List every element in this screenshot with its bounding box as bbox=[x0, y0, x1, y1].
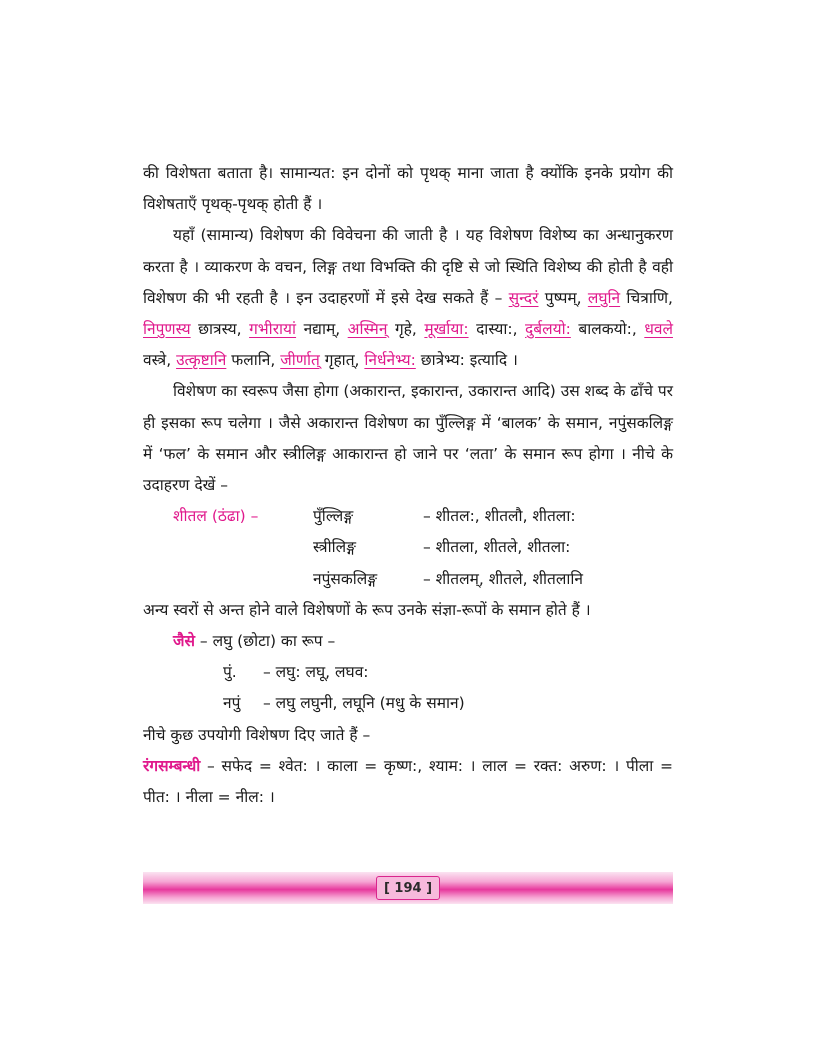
gender-label: पुँल्लिङ्ग bbox=[313, 507, 354, 526]
paragraph-4: अन्य स्वरों से अन्त होने वाले विशेषणों के रूप उनके संज्ञा-रूपों के समान होते हैं । bbox=[143, 600, 591, 619]
sheetal-table bbox=[143, 501, 673, 595]
example-adjective: लघुनि bbox=[587, 288, 621, 307]
example-adjective: उत्कृष्टानि bbox=[176, 351, 227, 370]
example-noun: पुष्पम्, bbox=[538, 288, 588, 307]
paragraph-2-intro: यहाँ (सामान्य) विशेषण की विवेचना की जाती है । यह विशेषण विशेष्य का अन्धानुकरण करता है । व्याकरण के वचन, लिङ्ग तथा विभक्ति की दृष्टि से जो स्थिति विशेष्य की होती है वही विशेषण की भी रहती है । इन उदाहरणों में इसे देख सकते हैं – bbox=[143, 226, 673, 307]
example-noun: चित्राणि, bbox=[620, 288, 673, 307]
forms: – शीतलम्, शीतले, शीतलानि bbox=[423, 569, 583, 588]
example-adjective: निपुणस्य bbox=[143, 320, 191, 339]
example-adjective: धवले bbox=[644, 320, 673, 339]
forms: – शीतला, शीतले, शीतला: bbox=[423, 538, 571, 557]
example-noun: दास्या:, bbox=[468, 320, 526, 339]
laghu-key: पुं. bbox=[223, 663, 237, 682]
colors-label: रंगसम्बन्धी bbox=[143, 756, 201, 775]
laghu-row-1 bbox=[143, 657, 673, 688]
example-adjective: निर्धनेभ्य: bbox=[364, 351, 416, 370]
example-adjective: अस्मिन् bbox=[347, 320, 388, 339]
paragraph-3: विशेषण का स्वरूप जैसा होगा (अकारान्त, इकारान्त, उकारान्त आदि) उस शब्द के ढाँचे पर ही इसका रूप चलेगा । जैसे अकारान्त विशेषण का पुँल्लिङ्ग में ‘बालक’ के समान, नपुंसकलिङ्ग में ‘फल’ के समान और स्त्रीलिङ्ग आकारान्त हो जाने पर ‘लता’ के समान रूप होगा । नीचे के उदाहरण देखें – bbox=[143, 382, 673, 495]
paragraph-5: नीचे कुछ उपयोगी विशेषण दिए जाते हैं – bbox=[143, 725, 371, 744]
sheetal-row-2 bbox=[143, 532, 673, 563]
colors-paragraph bbox=[143, 751, 673, 813]
example-noun: छात्रस्य, bbox=[190, 320, 250, 339]
page-number: [ 194 ] bbox=[376, 876, 440, 900]
gender-label: नपुंसकलिङ्ग bbox=[313, 569, 378, 588]
laghu-intro bbox=[143, 626, 673, 657]
laghu-row-2 bbox=[143, 688, 673, 719]
example-noun: फलानि, bbox=[226, 351, 281, 370]
forms: – शीतल:, शीतलौ, शीतला: bbox=[423, 507, 576, 526]
example-adjective: मूर्खाया: bbox=[424, 320, 469, 339]
page-content bbox=[143, 158, 673, 813]
example-noun: नद्याम्, bbox=[296, 320, 348, 339]
gender-label: स्त्रीलिङ्ग bbox=[313, 538, 356, 557]
example-adjective: सुन्दरं bbox=[508, 288, 539, 307]
example-noun: गृहे, bbox=[387, 320, 425, 339]
colors-text: – सफेद = श्वेत: । काला = कृष्ण:, श्याम: । लाल = रक्त: अरुण: । पीला = पीत: । नीला = नील: । bbox=[143, 756, 673, 806]
laghu-value: – लघु: लघू, लघव: bbox=[263, 663, 369, 682]
example-noun: गृहात्, bbox=[319, 351, 365, 370]
laghu-intro-text: – लघु (छोटा) का रूप – bbox=[194, 632, 336, 650]
sheetal-row-1 bbox=[143, 501, 673, 532]
example-noun: बालकयो:, bbox=[570, 320, 645, 339]
example-adjective: दुर्बलयो: bbox=[525, 320, 571, 339]
paragraph-2 bbox=[143, 220, 673, 376]
laghu-value: – लघु लघुनी, लघूनि (मधु के समान) bbox=[263, 694, 465, 713]
example-adjective: जीर्णात् bbox=[280, 351, 320, 370]
example-adjective: गभीरायां bbox=[249, 320, 297, 339]
paragraph-1: की विशेषता बताता है। सामान्यत: इन दोनों को पृथक् माना जाता है क्योंकि इनके प्रयोग की विशेषताएँ पृथक्-पृथक् होती हैं । bbox=[143, 164, 673, 214]
jaise-label: जैसे bbox=[173, 632, 195, 650]
example-noun: वस्त्रे, bbox=[143, 351, 177, 370]
sheetal-label: शीतल (ठंढा) – bbox=[173, 507, 259, 526]
sheetal-row-3 bbox=[143, 564, 673, 595]
laghu-key: नपुं bbox=[223, 694, 241, 713]
example-noun: छात्रेभ्य: इत्यादि । bbox=[415, 351, 518, 370]
